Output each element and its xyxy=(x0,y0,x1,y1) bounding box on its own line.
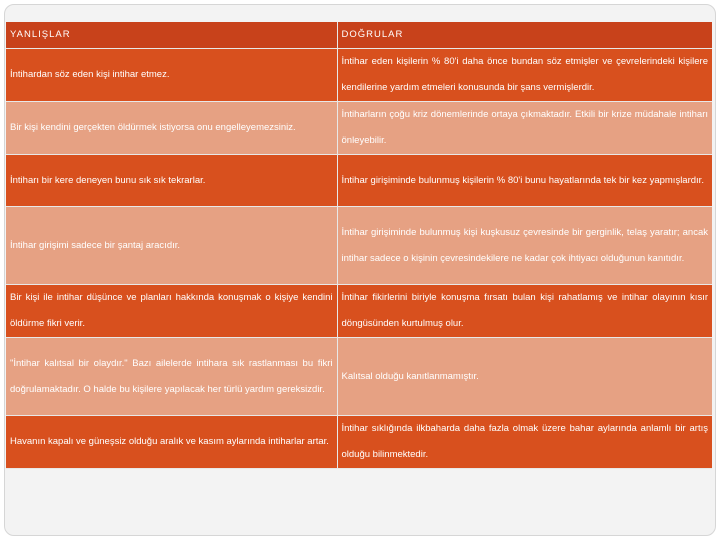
right-cell: İntihar sıklığında ilkbaharda daha fazla olmak üzere bahar aylarında anlamlı bir artış olduğu bilinmektedir. xyxy=(337,416,712,469)
table-row xyxy=(6,102,712,155)
right-cell: İntihar girişiminde bulunmuş kişi kuşkusuz çevresinde bir gerginlik, telaş yaratır; ancak intihar sadece o kişinin çevresindekilere ne kadar çok ihtiyacı olduğunun kanıtıdır. xyxy=(337,207,712,285)
wrong-cell: "İntihar kalıtsal bir olaydır." Bazı ailelerde intihara sık rastlanması bu fikri doğrulamaktadır. O halde bu kişilere yapılacak her türlü yardım gereksizdir. xyxy=(6,338,337,416)
table-row xyxy=(6,49,712,102)
header-right: DOĞRULAR xyxy=(337,22,712,49)
wrong-cell: İntiharı bir kere deneyen bunu sık sık tekrarlar. xyxy=(6,155,337,207)
wrong-cell: İntihardan söz eden kişi intihar etmez. xyxy=(6,49,337,102)
wrong-cell: Bir kişi ile intihar düşünce ve planları hakkında konuşmak o kişiye kendini öldürme fikri verir. xyxy=(6,285,337,338)
table-row xyxy=(6,285,712,338)
wrong-cell: Havanın kapalı ve güneşsiz olduğu aralık ve kasım aylarında intiharlar artar. xyxy=(6,416,337,469)
table-row xyxy=(6,155,712,207)
table-row xyxy=(6,338,712,416)
header-wrong: YANLIŞLAR xyxy=(6,22,337,49)
right-cell: Kalıtsal olduğu kanıtlanmamıştır. xyxy=(337,338,712,416)
table-header-row xyxy=(6,22,712,49)
myths-facts-table xyxy=(6,22,712,469)
right-cell: İntihar girişiminde bulunmuş kişilerin % 80'i bunu hayatlarında tek bir kez yapmışlardır. xyxy=(337,155,712,207)
table-row xyxy=(6,416,712,469)
wrong-cell: İntihar girişimi sadece bir şantaj aracıdır. xyxy=(6,207,337,285)
table-row xyxy=(6,207,712,285)
wrong-cell: Bir kişi kendini gerçekten öldürmek istiyorsa onu engelleyemezsiniz. xyxy=(6,102,337,155)
right-cell: İntihar eden kişilerin % 80'i daha önce bundan söz etmişler ve çevrelerindeki kişilere kendilerine yardım etmeleri konusunda bir şans vermişlerdir. xyxy=(337,49,712,102)
right-cell: İntiharların çoğu kriz dönemlerinde ortaya çıkmaktadır. Etkili bir krize müdahale intiharı önleyebilir. xyxy=(337,102,712,155)
right-cell: İntihar fikirlerini biriyle konuşma fırsatı bulan kişi rahatlamış ve intihar olayının kısır döngüsünden kurtulmuş olur. xyxy=(337,285,712,338)
